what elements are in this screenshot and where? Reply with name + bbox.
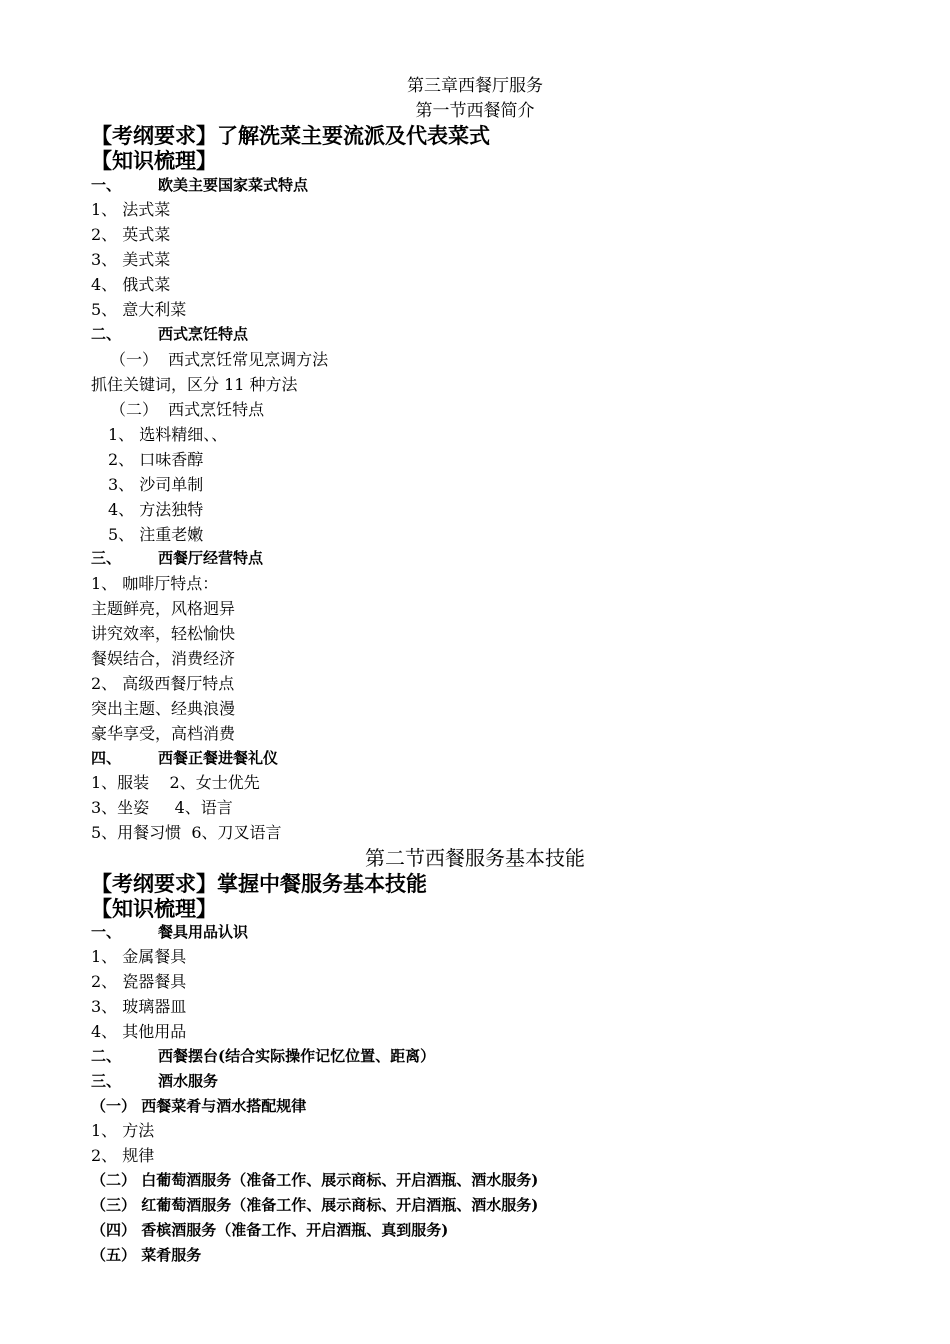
feature-item: 5、 注重老嫩 — [108, 525, 204, 544]
pairing-item: 1、 方法 — [91, 1121, 155, 1140]
cuisine-item: 2、 英式菜 — [91, 225, 171, 244]
heading-number: 二、 — [91, 325, 122, 343]
cuisine-item: 4、 俄式菜 — [91, 275, 171, 294]
etiquette-item: 1、服装 2、女士优先 — [91, 773, 260, 792]
tableware-item: 4、 其他用品 — [91, 1022, 187, 1041]
heading-text: 西餐摆台(结合实际操作记忆位置、距离） — [158, 1047, 436, 1065]
feature-item: 2、 口味香醇 — [108, 450, 204, 469]
heading-number: 三、 — [91, 1072, 122, 1090]
heading-number: 一、 — [91, 923, 122, 941]
heading-text: 西餐厅经营特点 — [158, 549, 264, 567]
tableware-item: 2、 瓷器餐具 — [91, 972, 187, 991]
cuisine-item: 3、 美式菜 — [91, 250, 171, 269]
heading-text: 西餐正餐进餐礼仪 — [158, 749, 279, 767]
feature-item: 1、 选料精细、、 — [108, 425, 228, 444]
section-1-title: 第一节西餐简介 — [415, 101, 535, 121]
heading-number: 一、 — [91, 176, 122, 194]
section-1-requirement: 【考纲要求】了解洗菜主要流派及代表菜式 — [91, 123, 490, 148]
section-2-review-heading: 【知识梳理】 — [91, 896, 217, 921]
white-wine-service: （二） 白葡萄酒服务（准备工作、展示商标、开启酒瓶、酒水服务) — [91, 1171, 539, 1189]
fine-dining-point: 突出主题、经典浪漫 — [91, 699, 236, 718]
dish-service: （五） 菜肴服务 — [91, 1246, 202, 1264]
champagne-service: （四） 香槟酒服务（准备工作、开启酒瓶、真到服务) — [91, 1221, 449, 1239]
fine-dining-point: 豪华享受，高档消费 — [91, 724, 236, 743]
etiquette-item: 5、用餐习惯 6、刀叉语言 — [91, 823, 282, 842]
tableware-item: 1、 金属餐具 — [91, 947, 187, 966]
section-1-heading-1 — [91, 178, 308, 193]
cuisine-item: 5、 意大利菜 — [91, 300, 187, 319]
subheading-cooking-features: （二） 西式烹饪特点 — [110, 400, 265, 419]
heading-text: 西式烹饪特点 — [158, 325, 249, 343]
cuisine-item: 1、 法式菜 — [91, 200, 171, 219]
heading-text: 餐具用品认识 — [158, 923, 249, 941]
cafe-point: 餐娱结合，消费经济 — [91, 649, 236, 668]
section-2-heading-3 — [91, 1074, 218, 1089]
cafe-point: 讲究效率，轻松愉快 — [91, 624, 236, 643]
heading-number: 三、 — [91, 549, 122, 567]
red-wine-service: （三） 红葡萄酒服务（准备工作、展示商标、开启酒瓶、酒水服务) — [91, 1196, 539, 1214]
cooking-methods-note: 抓住关键词，区分 11 种方法 — [91, 375, 298, 394]
section-1-heading-2 — [91, 327, 248, 342]
heading-text: 欧美主要国家菜式特点 — [158, 176, 309, 194]
chapter-title: 第三章西餐厅服务 — [407, 76, 543, 96]
section-2-heading-1 — [91, 925, 248, 940]
section-2-title: 第二节西餐服务基本技能 — [365, 846, 585, 870]
heading-number: 二、 — [91, 1047, 122, 1065]
section-1-heading-4 — [91, 751, 278, 766]
fine-dining-heading: 2、 高级西餐厅特点 — [91, 674, 235, 693]
section-1-review-heading: 【知识梳理】 — [91, 148, 217, 173]
feature-item: 4、 方法独特 — [108, 500, 204, 519]
feature-item: 3、 沙司单制 — [108, 475, 204, 494]
pairing-heading: （一） 西餐菜肴与酒水搭配规律 — [91, 1097, 307, 1115]
subheading-cooking-methods: （一） 西式烹饪常见烹调方法 — [110, 350, 329, 369]
cafe-heading: 1、 咖啡厅特点： — [91, 574, 219, 593]
pairing-item: 2、 规律 — [91, 1146, 155, 1165]
heading-number: 四、 — [91, 749, 122, 767]
tableware-item: 3、 玻璃器皿 — [91, 997, 187, 1016]
heading-text: 酒水服务 — [158, 1072, 219, 1090]
section-2-requirement: 【考纲要求】掌握中餐服务基本技能 — [91, 871, 427, 896]
section-2-heading-2 — [91, 1049, 435, 1064]
etiquette-item: 3、坐姿 4、语言 — [91, 798, 233, 817]
section-1-heading-3 — [91, 551, 263, 566]
cafe-point: 主题鲜亮，风格迥异 — [91, 599, 236, 618]
